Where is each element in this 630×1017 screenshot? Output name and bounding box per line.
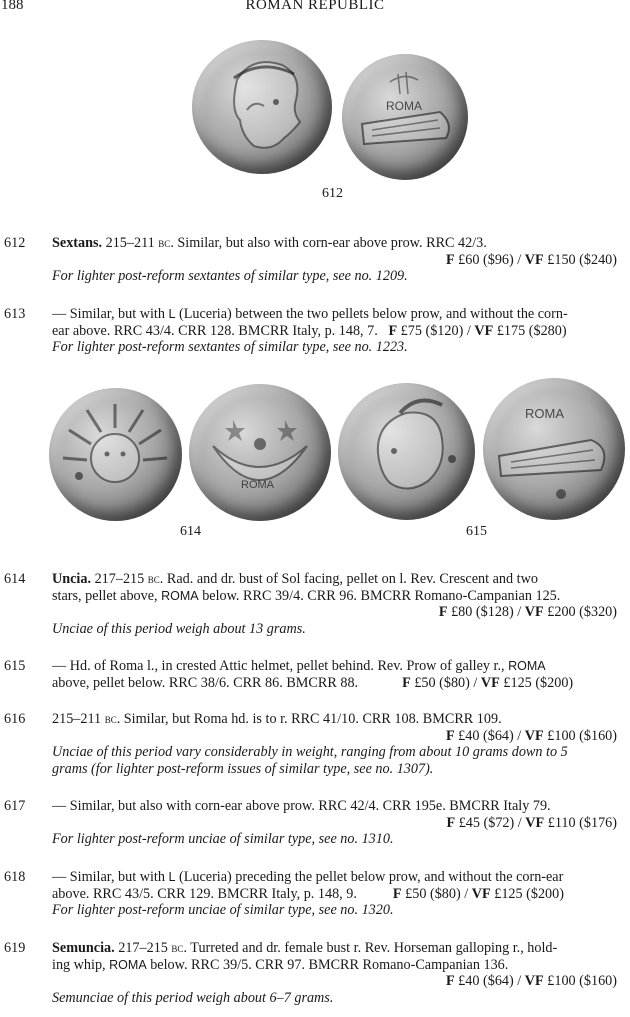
running-title: ROMAN REPUBLIC <box>245 0 385 13</box>
mercury-head-relief-icon <box>192 40 332 174</box>
figure-label-614: 614 <box>180 524 201 539</box>
cross-reference-note: For lighter post-reform unciae of similar type, see no. 1310. <box>52 831 394 847</box>
coin-614-obverse-image <box>49 388 182 521</box>
cross-reference-note: For lighter post-reform sextantes of similar type, see no. 1223. <box>52 339 408 355</box>
coin-615-roma-legend: ROMA <box>525 406 564 421</box>
denomination: Semuncia. <box>52 940 115 956</box>
sol-facing-relief-icon <box>49 388 182 521</box>
denomination: Uncia. <box>52 571 92 587</box>
coin-614-roma-legend: ROMA <box>241 479 274 491</box>
weight-note: Unciae of this period vary considerably in weight, ranging from about 10 grams down to 5 <box>52 744 568 760</box>
entry-number: 612 <box>4 235 26 251</box>
figure-label-615: 615 <box>466 524 487 539</box>
entry-number: 616 <box>4 711 26 727</box>
page-number: 188 <box>1 0 24 13</box>
cross-reference-note: For lighter post-reform unciae of similar type, see no. 1320. <box>52 902 394 918</box>
weight-note: Unciae of this period weigh about 13 grams. <box>52 620 306 637</box>
entry-number: 613 <box>4 306 26 322</box>
entry-number: 614 <box>4 571 26 587</box>
crescent-stars-relief-icon <box>189 384 331 521</box>
figure-label-612: 612 <box>322 186 343 201</box>
coin-612-obverse-image <box>192 40 332 174</box>
price-line: F £40 ($64) / VF £100 ($160) <box>445 727 617 744</box>
price-line: F £80 ($128) / VF £200 ($320) <box>438 604 617 620</box>
coin-612-reverse-image <box>342 54 468 180</box>
galley-prow-relief-icon <box>483 378 625 520</box>
weight-note: Semunciae of this period weigh about 6–7 grams. <box>52 989 334 1006</box>
entry-number: 618 <box>4 869 26 885</box>
cross-reference-note: For lighter post-reform sextantes of similar type, see no. 1209. <box>52 268 408 284</box>
galley-prow-relief-icon <box>342 54 468 180</box>
roma-helmeted-head-relief-icon <box>338 383 475 520</box>
coin-612-roma-legend: ROMA <box>386 99 422 113</box>
price-line: F £40 ($64) / VF £100 ($160) <box>445 973 617 989</box>
entry-number: 619 <box>4 940 26 956</box>
entry-number: 615 <box>4 658 26 674</box>
coin-615-reverse-image <box>483 378 625 520</box>
denomination: Sextans. <box>52 235 103 251</box>
coin-615-obverse-image <box>338 383 475 520</box>
coin-614-reverse-image <box>189 384 331 521</box>
price-line: F £45 ($72) / VF £110 ($176) <box>446 814 617 831</box>
entry-number: 617 <box>4 798 26 814</box>
weight-note-cont: grams (for lighter post-reform issues of similar type, see no. 1307). <box>52 760 434 777</box>
price-line: F £60 ($96) / VF £150 ($240) <box>445 251 617 268</box>
